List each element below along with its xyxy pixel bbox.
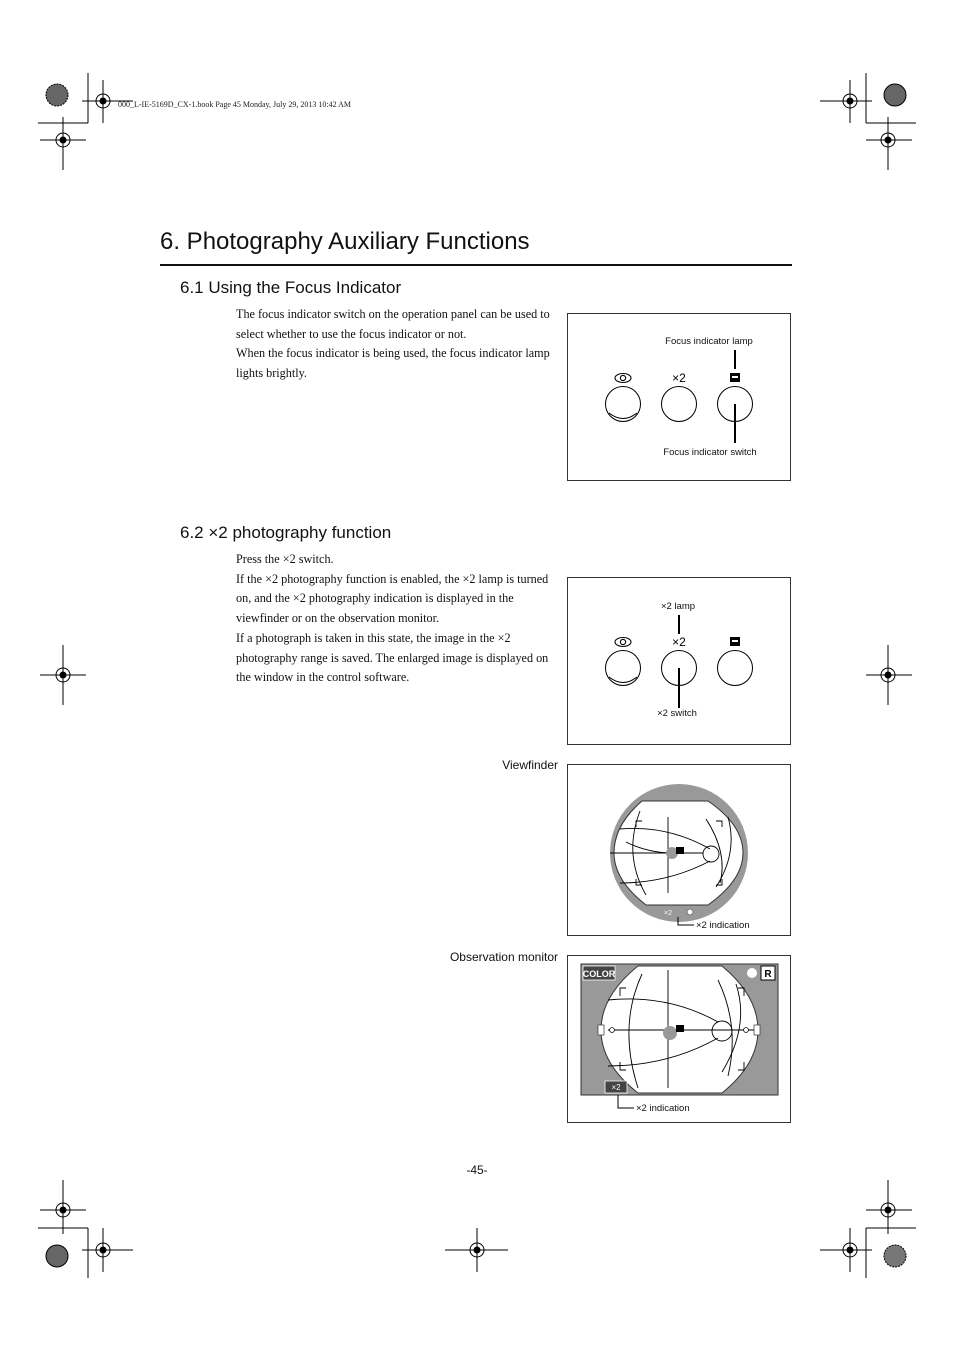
section-1-heading: 6.1 Using the Focus Indicator	[180, 278, 402, 297]
x2-badge-text: ×2	[611, 1083, 621, 1092]
paragraph: The focus indicator switch on the operation panel can be used to select whether to use the focus indicator or not.	[236, 307, 550, 341]
paragraph: When the focus indicator is being used, the focus indicator lamp lights brightly.	[236, 346, 550, 381]
x2-icon: ×2	[672, 371, 686, 385]
viewfinder-figure	[567, 764, 791, 936]
monitor-figure	[567, 955, 791, 1123]
eye-icon	[615, 374, 631, 383]
focus-icon	[730, 373, 740, 382]
viewfinder-caption: Viewfinder	[502, 758, 558, 772]
page-number: -45-	[466, 1163, 488, 1177]
x2-switch-label: ×2 switch	[657, 708, 697, 719]
r-badge: R	[764, 969, 772, 980]
x2-panel-figure	[567, 577, 791, 745]
focus-indicator-figure	[567, 313, 791, 481]
color-badge-text: COLOR	[582, 969, 616, 979]
x2-lamp-label: ×2 lamp	[660, 601, 696, 612]
x2-icon: ×2	[672, 635, 686, 649]
monitor-caption: Observation monitor	[449, 950, 558, 964]
focus-switch-label: Focus indicator switch	[663, 447, 757, 458]
focus-lamp-label: Focus indicator lamp	[665, 336, 753, 347]
eye-switch[interactable]	[606, 387, 641, 422]
paragraph: If a photograph is taken in this state, the image in the ×2 photography range is saved. The enlarged image is displayed on the window in the control software.	[236, 630, 549, 685]
viewfinder-x2-mark: ×2	[664, 910, 672, 917]
section-1-body	[236, 305, 566, 384]
monitor-x2-indication: ×2 indication	[636, 1103, 690, 1114]
title-rule	[160, 264, 792, 266]
viewfinder-x2-indication: ×2 indication	[696, 920, 750, 931]
paragraph: Press the ×2 switch.	[236, 552, 334, 566]
chapter-title: 6. Photography Auxiliary Functions	[160, 228, 530, 255]
eye-icon	[615, 638, 631, 647]
paragraph: If the ×2 photography function is enabled, the ×2 lamp is turned on, and the ×2 photography indication is displayed in the viewfinder or on the observation monitor.	[236, 571, 549, 626]
book-header: 000_L-IE-5169D_CX-1.book Page 45 Monday, July 29, 2013 10:42 AM	[118, 100, 352, 109]
section-2-heading: 6.2 ×2 photography function	[180, 523, 392, 542]
focus-indicator-switch[interactable]	[718, 651, 753, 686]
section-2-body	[236, 550, 566, 688]
x2-switch[interactable]	[662, 387, 697, 422]
focus-icon	[730, 637, 740, 646]
eye-switch[interactable]	[606, 651, 641, 686]
